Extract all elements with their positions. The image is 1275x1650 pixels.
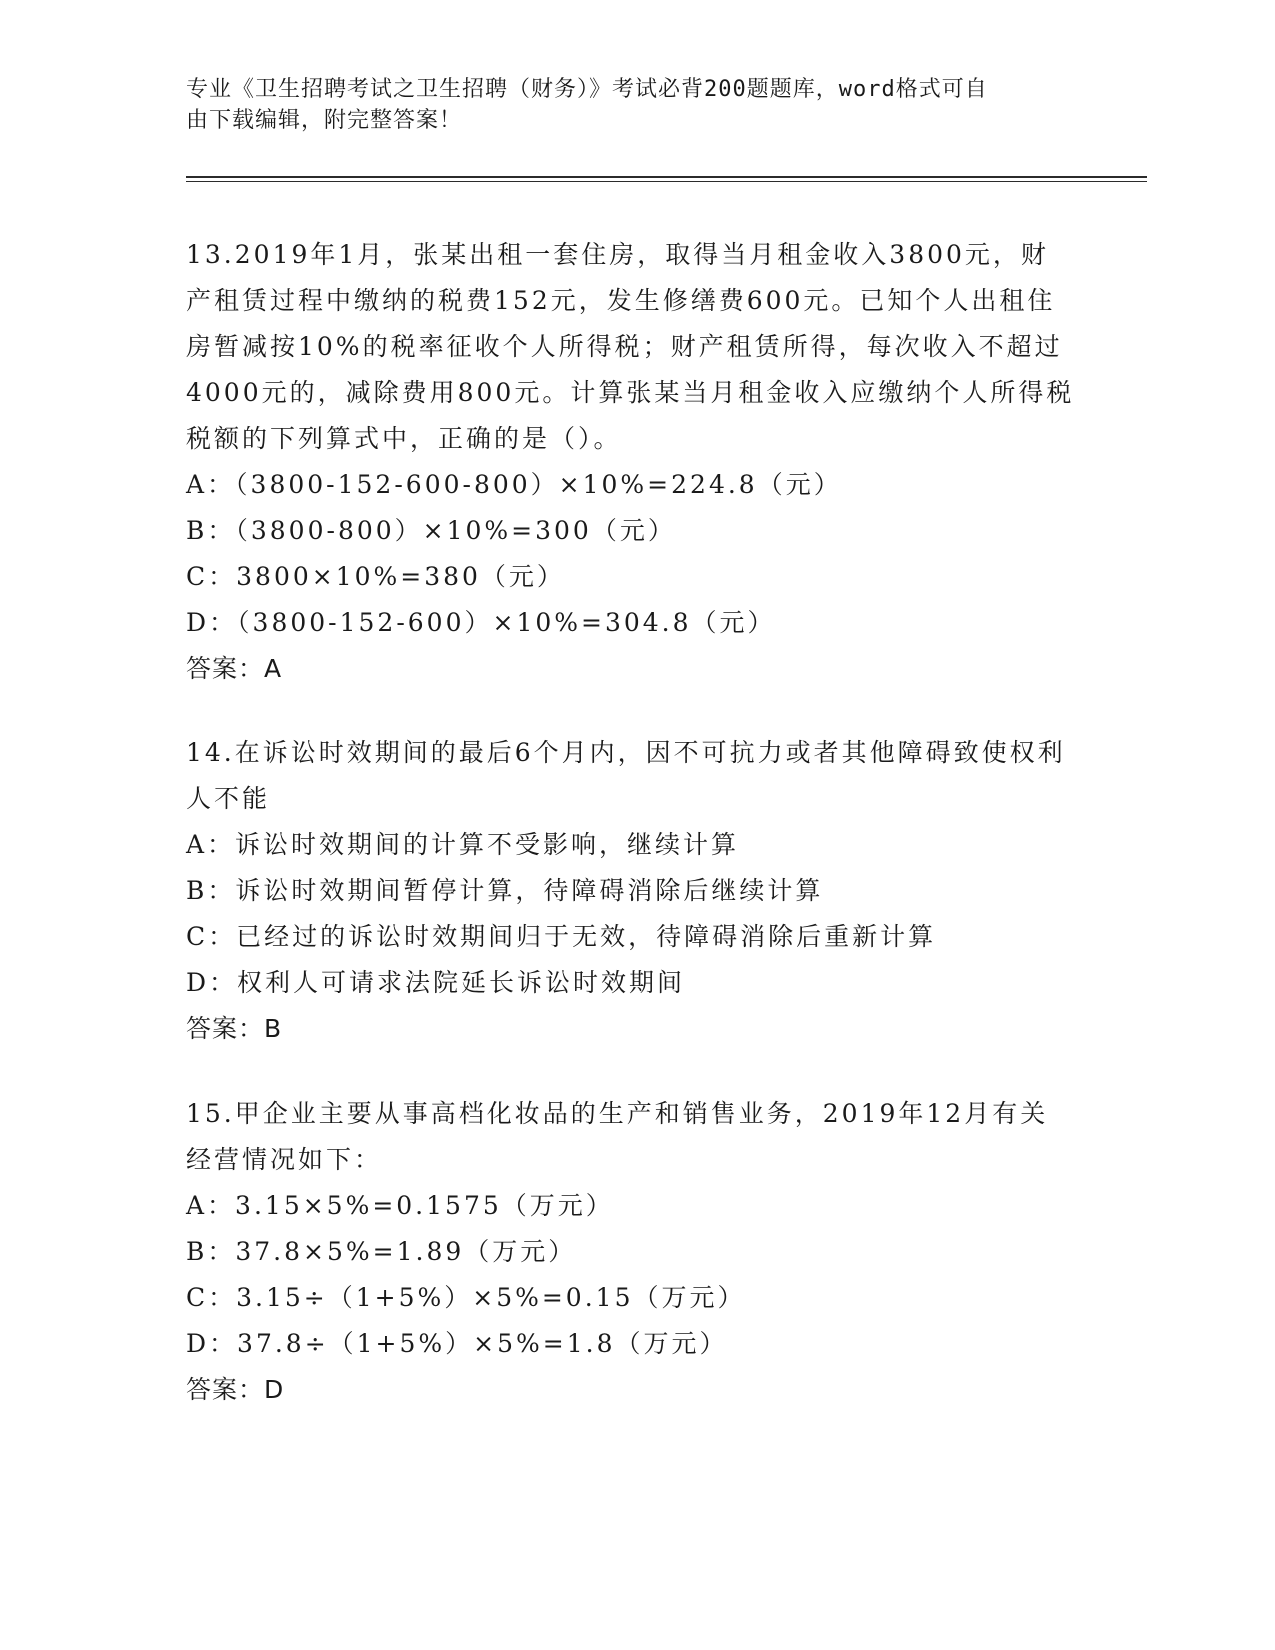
answer-line: 答案：A — [186, 654, 283, 683]
option-d: D：37.8÷（1+5%）×5%=1.8（万元） — [186, 1329, 728, 1358]
question-text: 13.2019年1月，张某出租一套住房，取得当月租金收入3800元，财产租赁过程中缴纳的税费152元，发生修缮费600元。已知个人出租住房暂减按10%的税率征收个人所得税；财产租赁所得，每次收入不超过4000元的，减除费用800元。计算张某当月租金收入应缴纳个人所得税税额的下列算式中，正确的是（）。 — [186, 240, 1075, 453]
option-c: C：3.15÷（1+5%）×5%=0.15（万元） — [186, 1283, 746, 1312]
option-b: B：（3800-800）×10%=300（元） — [186, 516, 676, 545]
option-a: A：（3800-152-600-800）×10%=224.8（元） — [186, 470, 842, 499]
option-d: D：权利人可请求法院延长诉讼时效期间 — [186, 968, 686, 997]
header-divider-thin — [186, 181, 1147, 182]
question-15 — [186, 1091, 1076, 1413]
header-divider-thick — [186, 176, 1147, 178]
option-c: C：3800×10%=380（元） — [186, 562, 565, 591]
question-text: 15.甲企业主要从事高档化妆品的生产和销售业务，2019年12月有关经营情况如下： — [186, 1099, 1049, 1174]
option-a: A：诉讼时效期间的计算不受影响，继续计算 — [186, 830, 740, 859]
page-header — [186, 74, 1056, 136]
option-d: D：（3800-152-600）×10%=304.8（元） — [186, 608, 776, 637]
question-13 — [186, 232, 1076, 692]
question-14 — [186, 730, 1076, 1052]
document-page — [186, 0, 1146, 1650]
answer-line: 答案：B — [186, 1014, 283, 1043]
header-line-2: 由下载编辑，附完整答案！ — [186, 108, 463, 133]
option-c: C：已经过的诉讼时效期间归于无效，待障碍消除后重新计算 — [186, 922, 937, 951]
answer-line: 答案：D — [186, 1375, 285, 1404]
option-a: A：3.15×5%=0.1575（万元） — [186, 1191, 614, 1220]
question-text: 14.在诉讼时效期间的最后6个月内，因不可抗力或者其他障碍致使权利人不能 — [186, 738, 1066, 813]
option-b: B：诉讼时效期间暂停计算，待障碍消除后继续计算 — [186, 876, 824, 905]
header-line-1: 专业《卫生招聘考试之卫生招聘（财务）》考试必背200题题库，word格式可自 — [186, 77, 988, 102]
option-b: B：37.8×5%=1.89（万元） — [186, 1237, 577, 1266]
